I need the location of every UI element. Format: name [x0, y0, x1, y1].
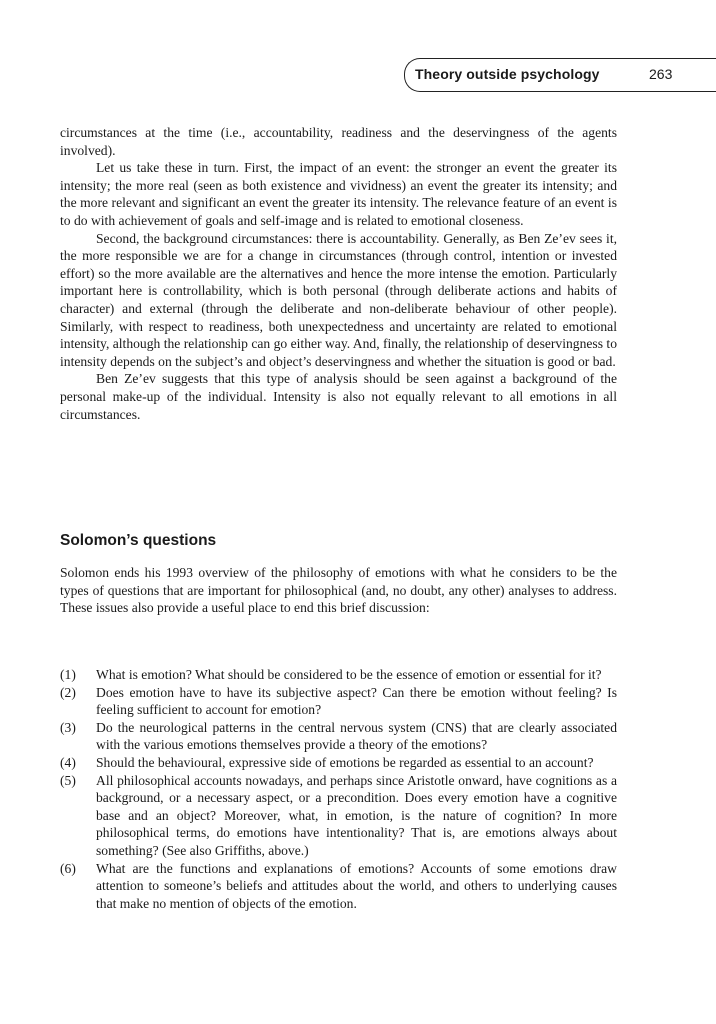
paragraph: Let us take these in turn. First, the impact of an event: the stronger an event the greater its intensity; the more real (seen as both existence and vividness) an event the greater its intensity; and the more relevant and significant an event the greater its intensity. The relevance feature of an event is to do with achievement of goals and self-image and is related to emotional closeness. [60, 160, 617, 228]
paragraph: Ben Ze’ev suggests that this type of analysis should be seen against a background of the personal make-up of the individual. Intensity is also not equally relevant to all emotions in all circumstances. [60, 371, 617, 422]
running-head [404, 58, 716, 92]
paragraph: circumstances at the time (i.e., accountability, readiness and the deservingness of the agents involved). [60, 125, 617, 158]
list-item-number: (2) [60, 684, 76, 700]
section-intro [60, 564, 617, 617]
paragraph: Second, the background circumstances: there is accountability. Generally, as Ben Ze’ev sees it, the more responsible we are for a change in circumstances (through control, intention or invested effort) so the more available are the alternatives and hence the more intense the emotion. Particularly important here is controllability, which is both personal (through deliberate actions and habits of character) and external (through the deliberate and non-deliberate behaviour of other people). Similarly, with respect to readiness, both unexpectedness and uncertainty are related to emotional intensity, although the relationship can go either way. And, finally, the relationship of deservingness to intensity depends on the subject’s and object’s deservingness and whether the situation is good or bad. [60, 230, 617, 369]
list-item [60, 754, 617, 772]
question-list [60, 666, 617, 912]
list-item-text: What are the functions and explanations of emotions? Accounts of some emotions draw attention to someone’s beliefs and attitudes about the world, and others to underlying causes that make no mention of objects of the emotion. [96, 860, 617, 911]
list-item [60, 772, 617, 860]
list-item [60, 666, 617, 684]
list-item-number: (6) [60, 860, 76, 876]
list-item [60, 719, 617, 754]
section-heading: Solomon’s questions [60, 532, 217, 549]
list-item-text: Should the behavioural, expressive side of emotions be regarded as essential to an account? [96, 754, 594, 770]
list-item-number: (1) [60, 667, 76, 682]
page-number: 263 [649, 66, 673, 82]
list-item-text: Does emotion have to have its subjective aspect? Can there be emotion without feeling? Is feeling sufficient to account for emotion? [96, 684, 617, 718]
paragraph: Solomon ends his 1993 overview of the philosophy of emotions with what he considers to be the types of questions that are important for philosophical (and, no doubt, any other) analyses to address. These issues also provide a useful place to end this brief discussion: [60, 565, 617, 616]
list-item-number: (5) [60, 772, 76, 788]
list-item-number: (3) [60, 719, 76, 735]
list-item-text: Do the neurological patterns in the central nervous system (CNS) that are clearly associated with the various emotions themselves provide a theory of the emotions? [96, 719, 617, 753]
list-item-number: (4) [60, 754, 76, 770]
running-head-title: Theory outside psychology [415, 66, 600, 82]
list-item-text: All philosophical accounts nowadays, and perhaps since Aristotle onward, have cognitions as a background, or a necessary aspect, or a precondition. Does every emotion have a cognitive base and an object? Moreover, what, in emotion, is the nature of cognition? In more philosophical terms, do emotions have intentionality? That is, are emotions always about something? (See also Griffiths, above.) [96, 772, 617, 858]
body-text [60, 124, 617, 423]
list-item [60, 860, 617, 913]
list-item [60, 684, 617, 719]
list-item-text: What is emotion? What should be considered to be the essence of emotion or essential for it? [96, 667, 602, 682]
